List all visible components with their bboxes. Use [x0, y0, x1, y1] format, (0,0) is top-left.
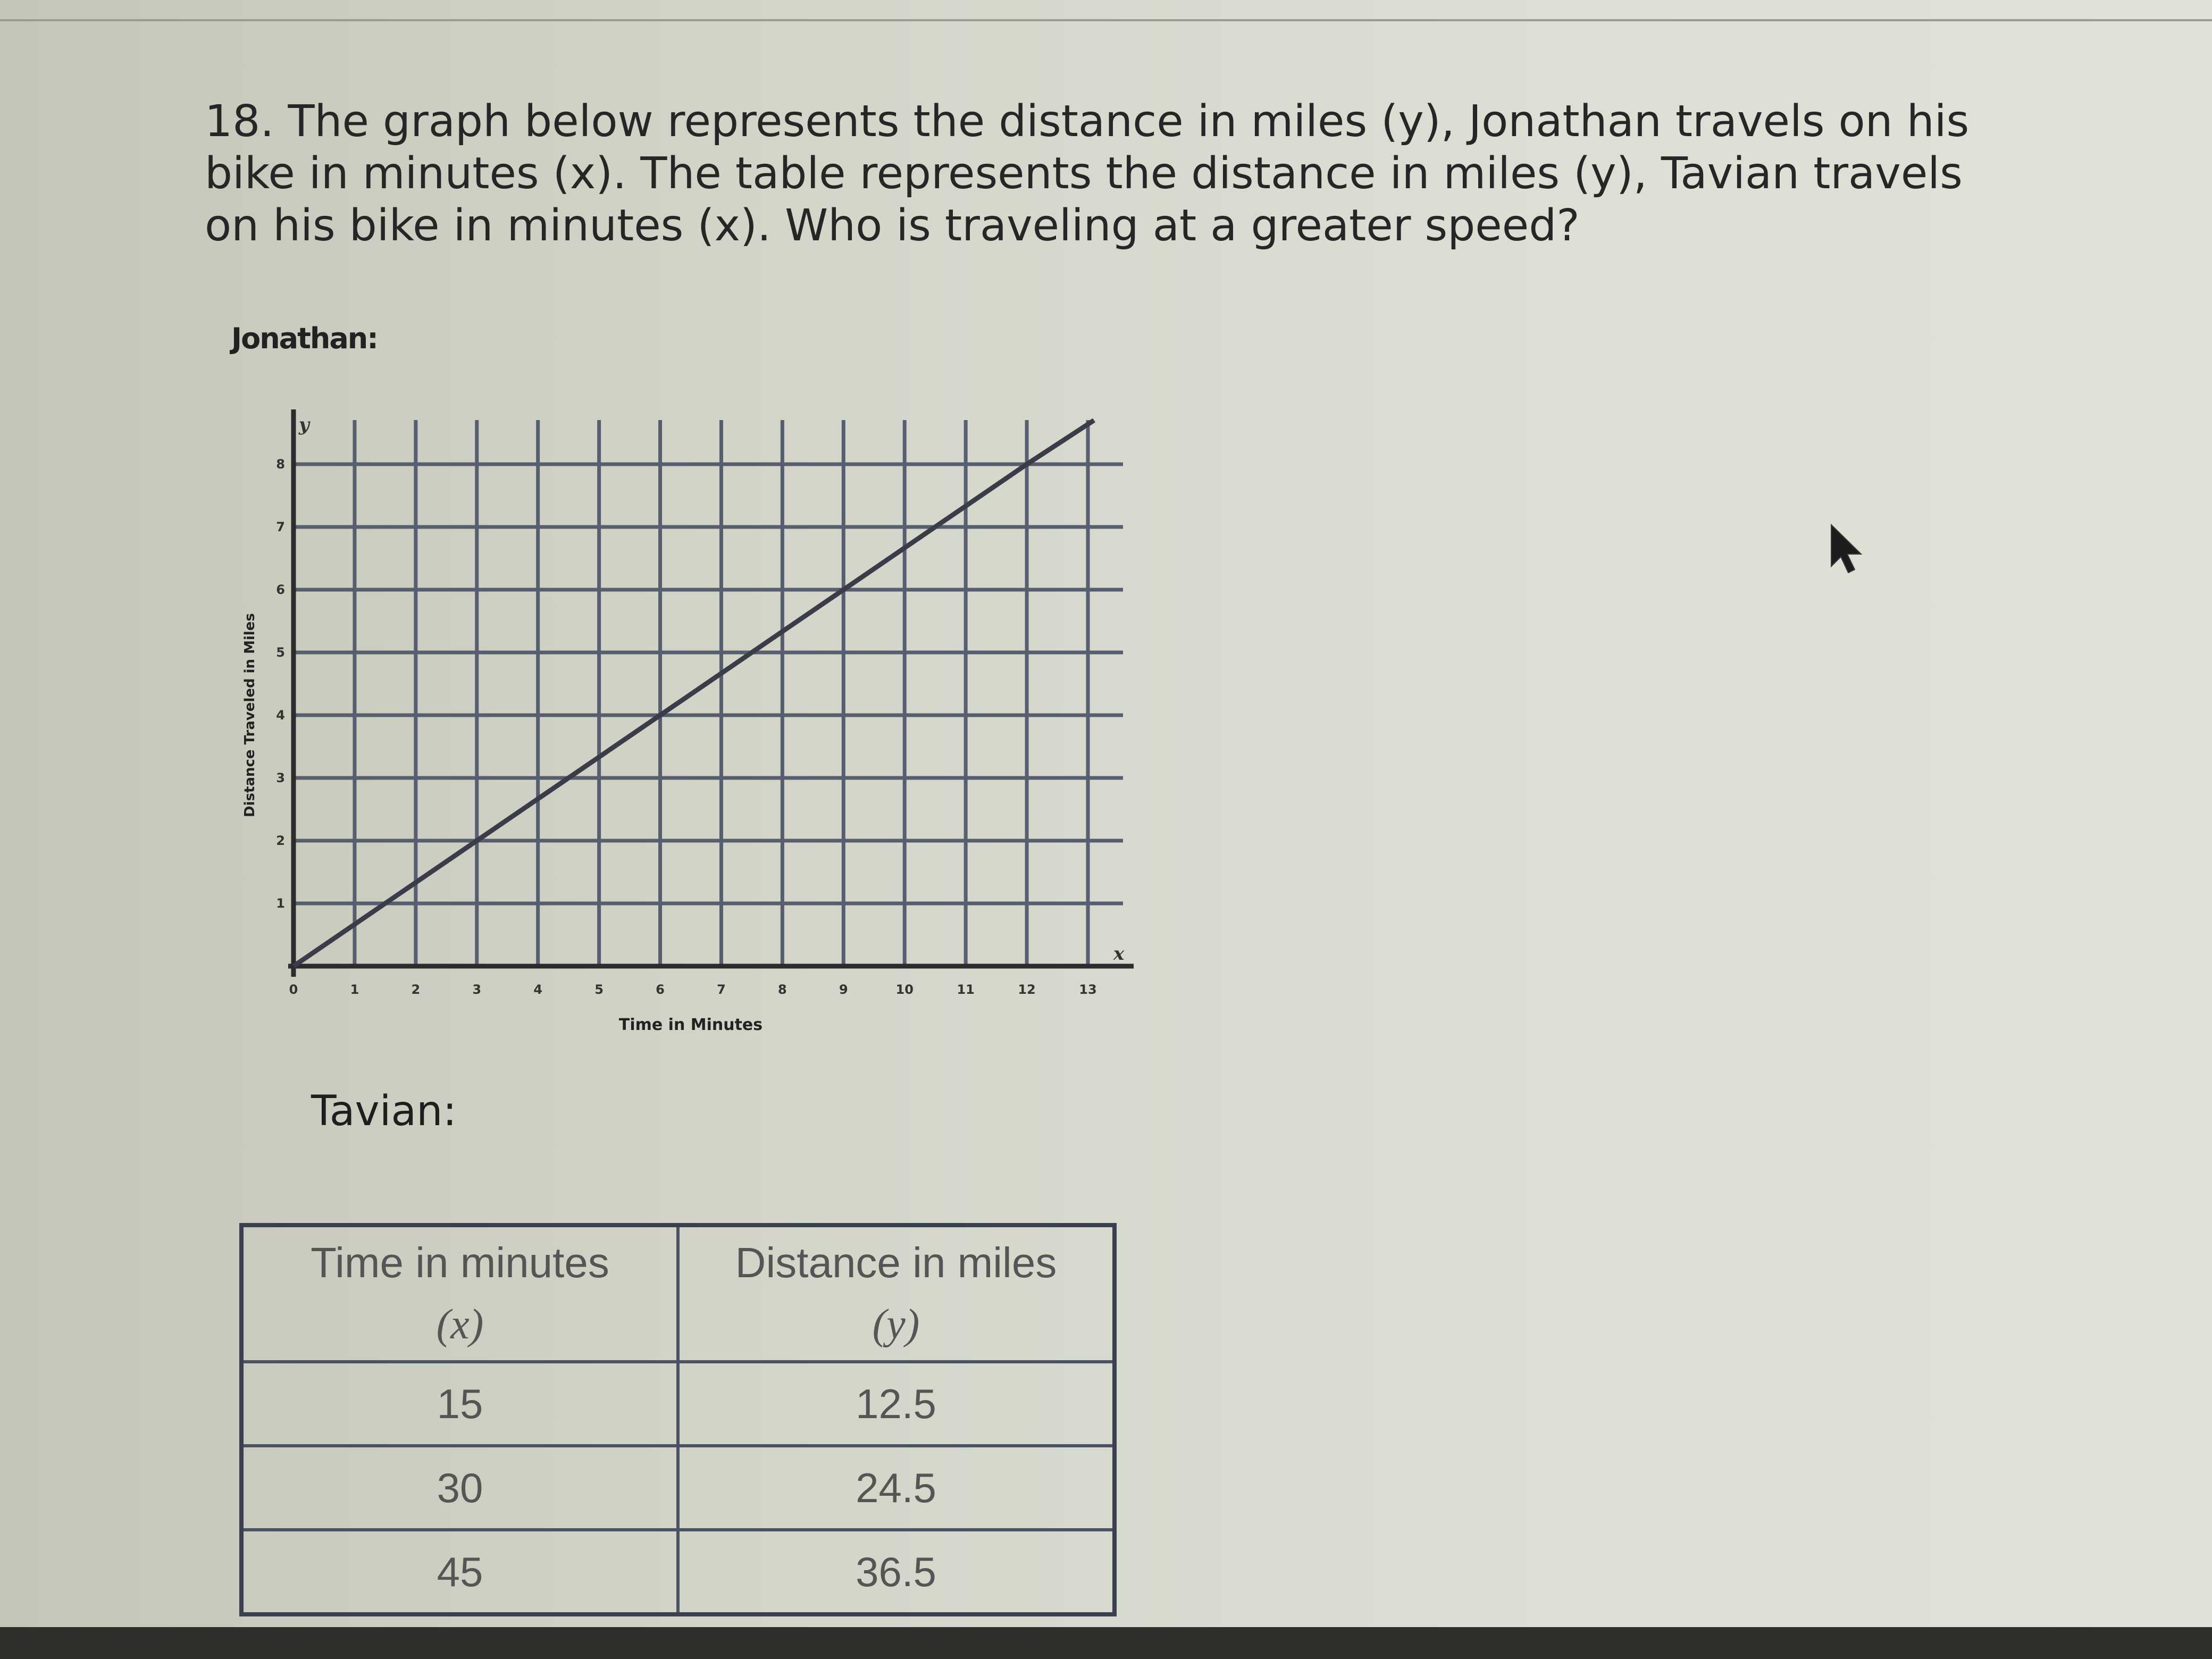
mouse-cursor-icon [1829, 524, 1866, 574]
x-tick-label: 0 [289, 982, 298, 997]
x-tick-label: 12 [1018, 982, 1036, 997]
table-row [241, 1530, 1115, 1614]
x-tick-label: 10 [895, 982, 914, 997]
cell-distance: 36.5 [678, 1530, 1115, 1614]
y-tick-label: 7 [276, 520, 285, 534]
x-tick-label: 13 [1079, 982, 1097, 997]
x-tick-label: 8 [778, 982, 787, 997]
y-tick-label: 4 [276, 708, 285, 723]
cell-distance: 12.5 [678, 1362, 1115, 1446]
cell-distance: 24.5 [678, 1446, 1115, 1530]
table-header-row [241, 1225, 1115, 1362]
y-tick-label: 1 [276, 896, 285, 911]
distance-time-chart [234, 404, 1138, 1048]
y-tick-label: 3 [276, 770, 285, 785]
x-axis-title: Time in Minutes [618, 1016, 763, 1034]
header-distance [678, 1225, 1115, 1362]
x-tick-label: 9 [839, 982, 848, 997]
jonathan-graph [234, 404, 1138, 1048]
y-axis-letter: y [299, 414, 309, 435]
header-time-label: Time in minutes [311, 1239, 609, 1286]
header-distance-var: (y) [872, 1301, 920, 1348]
y-tick-label: 6 [276, 582, 285, 597]
question-text: 18. The graph below represents the distance in miles (y), Jonathan travels on his bike in minutes (x). The table represents the distance in miles (y), Tavian travels on his bike in minutes (x). Who is traveling at a greater speed? [205, 96, 1970, 251]
table-row [241, 1362, 1115, 1446]
cell-time: 45 [241, 1530, 678, 1614]
x-tick-label: 6 [656, 982, 665, 997]
x-tick-label: 7 [717, 982, 726, 997]
x-tick-label: 3 [472, 982, 482, 997]
y-tick-label: 5 [276, 645, 285, 660]
y-tick-label: 2 [276, 833, 285, 848]
header-time [241, 1225, 678, 1362]
cell-time: 15 [241, 1362, 678, 1446]
y-tick-label: 8 [276, 457, 285, 472]
jonathan-distance-line [294, 420, 1094, 966]
table-row [241, 1446, 1115, 1530]
header-time-var: (x) [436, 1301, 484, 1348]
header-distance-label: Distance in miles [735, 1239, 1057, 1286]
x-tick-label: 2 [411, 982, 421, 997]
x-tick-label: 1 [350, 982, 359, 997]
tavian-table-container [239, 1223, 1117, 1611]
x-axis-letter: x [1113, 943, 1125, 965]
screen-edge-line [0, 19, 2212, 21]
x-tick-label: 11 [957, 982, 975, 997]
jonathan-label: Jonathan: [231, 322, 378, 355]
tavian-table [239, 1223, 1117, 1616]
x-tick-label: 5 [594, 982, 604, 997]
x-tick-label: 4 [533, 982, 543, 997]
y-axis-title: Distance Traveled in Miles [242, 613, 258, 817]
tavian-label: Tavian: [311, 1087, 457, 1135]
cell-time: 30 [241, 1446, 678, 1530]
